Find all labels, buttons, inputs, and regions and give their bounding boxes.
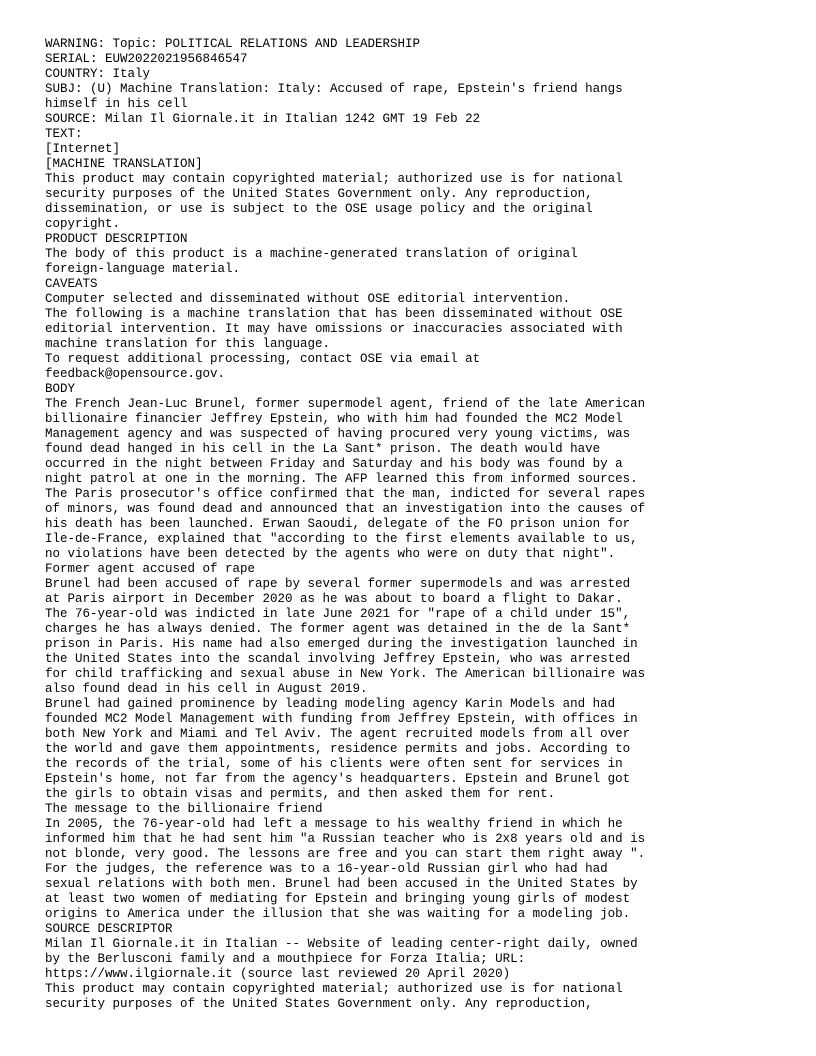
text-line: machine translation for this language. <box>45 337 331 351</box>
text-line: the records of the trial, some of his clients were often sent for services in <box>45 757 623 771</box>
text-line: The 76-year-old was indicted in late June 2021 for "rape of a child under 15", <box>45 607 631 621</box>
text-line: the United States into the scandal involving Jeffrey Epstein, who was arrested <box>45 652 631 666</box>
text-line: WARNING: Topic: POLITICAL RELATIONS AND LEADERSHIP <box>45 37 421 51</box>
text-line: charges he has always denied. The former agent was detained in the de la Sant* <box>45 622 631 636</box>
text-line: The message to the billionaire friend <box>45 802 323 816</box>
text-line: Brunel had gained prominence by leading modeling agency Karin Models and had <box>45 697 616 711</box>
text-line: security purposes of the United States Government only. Any reproduction, <box>45 997 593 1011</box>
text-line: copyright. <box>45 217 121 231</box>
text-line: found dead hanged in his cell in the La Sant* prison. The death would have <box>45 442 601 456</box>
text-line: [Internet] <box>45 142 121 156</box>
text-line: Ile-de-France, explained that "according to the first elements available to us, <box>45 532 638 546</box>
text-line: feedback@opensource.gov. <box>45 367 226 381</box>
text-line: TEXT: <box>45 127 83 141</box>
text-line: BODY <box>45 382 76 396</box>
text-line: for child trafficking and sexual abuse in New York. The American billionaire was <box>45 667 646 681</box>
text-line: of minors, was found dead and announced that an investigation into the causes of <box>45 502 646 516</box>
text-line: both New York and Miami and Tel Aviv. The agent recruited models from all over <box>45 727 631 741</box>
text-line: COUNTRY: Italy <box>45 67 151 81</box>
text-line: Brunel had been accused of rape by several former supermodels and was arrested <box>45 577 631 591</box>
text-line: SOURCE: Milan Il Giornale.it in Italian 1242 GMT 19 Feb 22 <box>45 112 481 126</box>
text-line: billionaire financier Jeffrey Epstein, who with him had founded the MC2 Model <box>45 412 623 426</box>
text-line: Milan Il Giornale.it in Italian -- Website of leading center-right daily, owned <box>45 937 638 951</box>
text-line: foreign-language material. <box>45 262 241 276</box>
text-line: dissemination, or use is subject to the OSE usage policy and the original <box>45 202 593 216</box>
text-line: the girls to obtain visas and permits, and then asked them for rent. <box>45 787 556 801</box>
text-line: himself in his cell <box>45 97 188 111</box>
text-line: [MACHINE TRANSLATION] <box>45 157 203 171</box>
text-line: For the judges, the reference was to a 16-year-old Russian girl who had had <box>45 862 608 876</box>
text-line: The French Jean-Luc Brunel, former supermodel agent, friend of the late American <box>45 397 646 411</box>
text-line: Epstein's home, not far from the agency's headquarters. Epstein and Brunel got <box>45 772 631 786</box>
text-line: editorial intervention. It may have omissions or inaccuracies associated with <box>45 322 623 336</box>
text-line: The body of this product is a machine-generated translation of original <box>45 247 578 261</box>
text-line: also found dead in his cell in August 2019. <box>45 682 368 696</box>
text-line: SERIAL: EUW2022021956846547 <box>45 52 248 66</box>
document-page <box>45 37 805 1012</box>
text-line: by the Berlusconi family and a mouthpiece for Forza Italia; URL: <box>45 952 526 966</box>
text-line: no violations have been detected by the agents who were on duty that night". <box>45 547 616 561</box>
text-line: In 2005, the 76-year-old had left a message to his wealthy friend in which he <box>45 817 623 831</box>
text-line: SOURCE DESCRIPTOR <box>45 922 173 936</box>
text-line: This product may contain copyrighted material; authorized use is for national <box>45 172 623 186</box>
text-line: The Paris prosecutor's office confirmed that the man, indicted for several rapes <box>45 487 646 501</box>
text-line: founded MC2 Model Management with funding from Jeffrey Epstein, with offices in <box>45 712 638 726</box>
text-line: PRODUCT DESCRIPTION <box>45 232 188 246</box>
text-line: at Paris airport in December 2020 as he was about to board a flight to Dakar. <box>45 592 623 606</box>
text-line: at least two women of mediating for Epstein and bringing young girls of modest <box>45 892 631 906</box>
text-line: Computer selected and disseminated without OSE editorial intervention. <box>45 292 571 306</box>
text-line: This product may contain copyrighted material; authorized use is for national <box>45 982 623 996</box>
text-line: Former agent accused of rape <box>45 562 256 576</box>
text-line: his death has been launched. Erwan Saoudi, delegate of the FO prison union for <box>45 517 631 531</box>
text-line: occurred in the night between Friday and Saturday and his body was found by a <box>45 457 623 471</box>
text-line: The following is a machine translation that has been disseminated without OSE <box>45 307 623 321</box>
text-line: prison in Paris. His name had also emerged during the investigation launched in <box>45 637 638 651</box>
text-line: SUBJ: (U) Machine Translation: Italy: Accused of rape, Epstein's friend hangs <box>45 82 623 96</box>
text-line: night patrol at one in the morning. The AFP learned this from informed sources. <box>45 472 638 486</box>
text-line: CAVEATS <box>45 277 98 291</box>
text-line: Management agency and was suspected of having procured very young victims, was <box>45 427 631 441</box>
text-line: origins to America under the illusion that she was waiting for a modeling job. <box>45 907 631 921</box>
text-line: not blonde, very good. The lessons are free and you can start them right away ". <box>45 847 646 861</box>
text-line: sexual relations with both men. Brunel had been accused in the United States by <box>45 877 638 891</box>
text-line: To request additional processing, contact OSE via email at <box>45 352 481 366</box>
text-line: https://www.ilgiornale.it (source last reviewed 20 April 2020) <box>45 967 511 981</box>
text-line: security purposes of the United States Government only. Any reproduction, <box>45 187 593 201</box>
text-line: the world and gave them appointments, residence permits and jobs. According to <box>45 742 631 756</box>
text-line: informed him that he had sent him "a Russian teacher who is 2x8 years old and is <box>45 832 646 846</box>
